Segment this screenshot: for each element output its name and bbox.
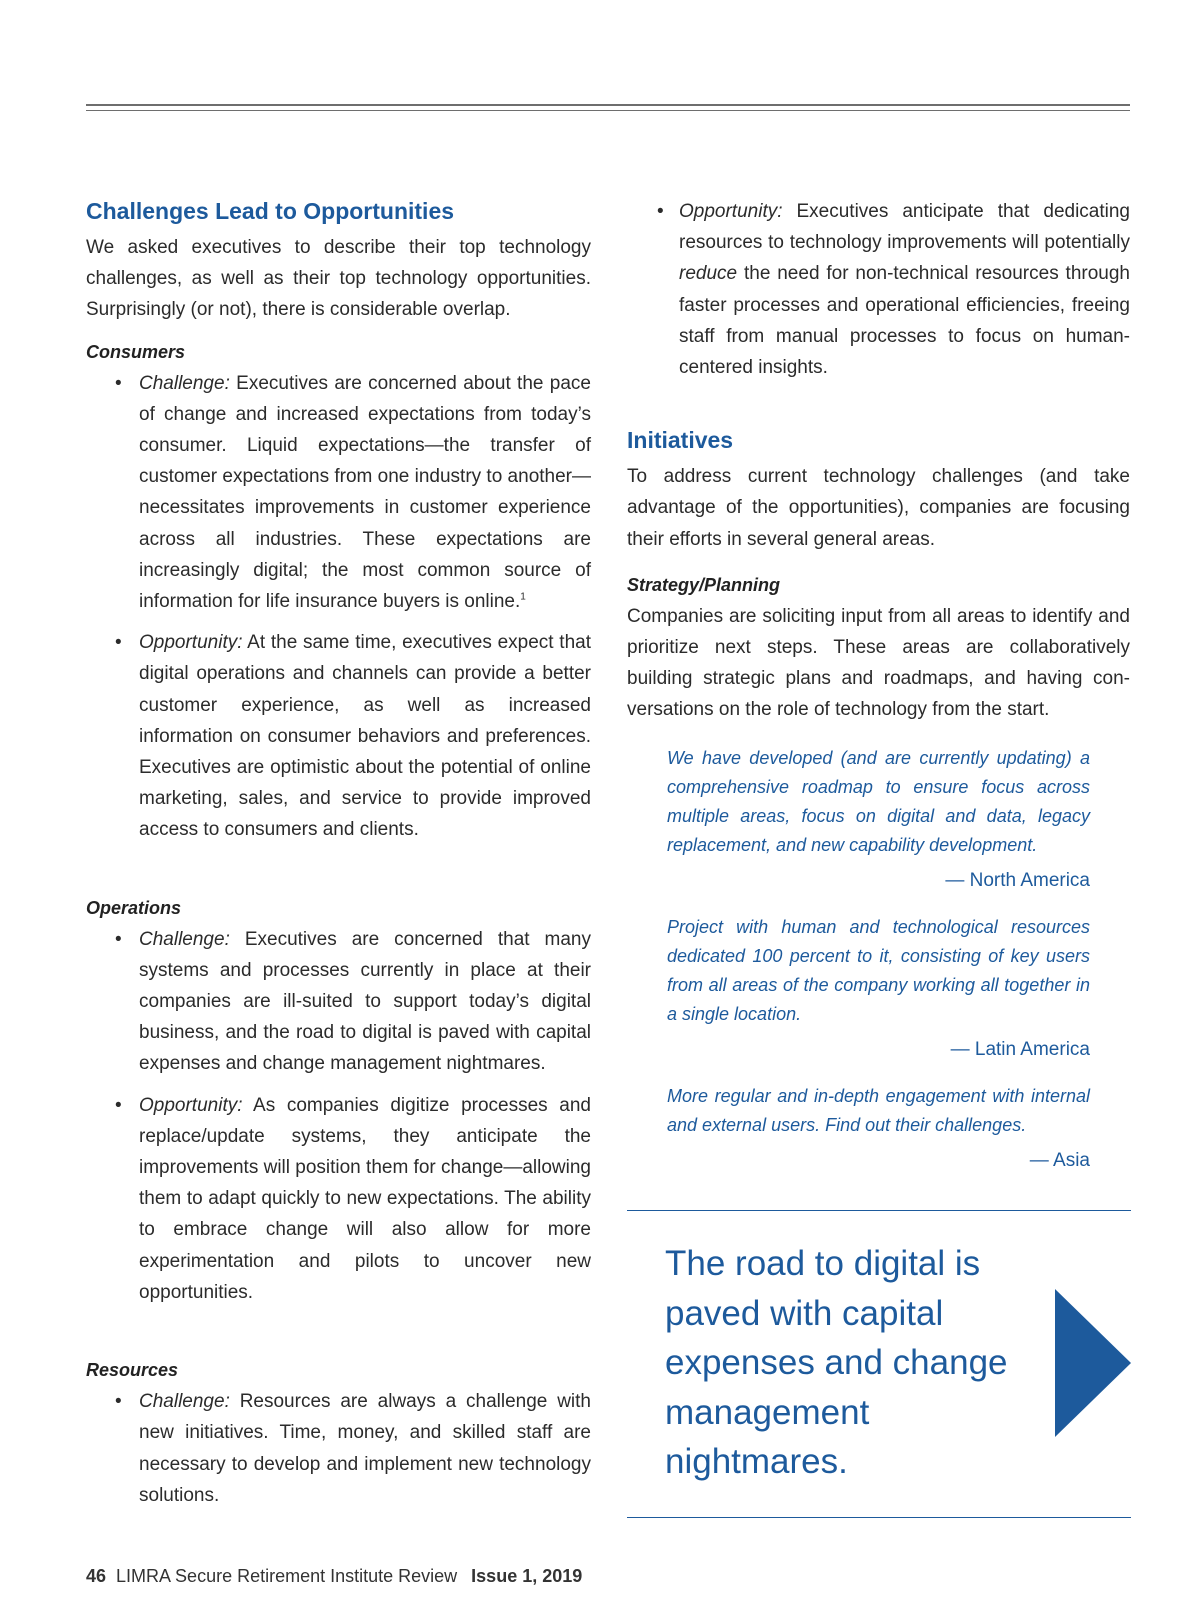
initiatives-intro: To address current technology challenges (and take advantage of the opportunities), companies are focusing their efforts in several general areas.: [627, 466, 1130, 550]
page-number: 46: [86, 1566, 107, 1586]
list-item: [86, 627, 591, 845]
bullet-icon: •: [115, 372, 122, 394]
item-term: Opportunity:: [139, 632, 243, 654]
initiatives-heading: Initiatives: [627, 427, 734, 454]
subhead-resources: Resources: [86, 1360, 179, 1381]
bullet-icon: •: [657, 201, 664, 222]
item-text: the need for non-technical resources through faster processes and operational efficiencies, freeing staff from manual processes to focus on human-centered insights.: [679, 263, 1130, 379]
item-emphasis: reduce: [679, 263, 738, 285]
quote-text: More regular and in-depth engagement with internal and external users. Find out their challenges.: [667, 1085, 1090, 1135]
list-item: [86, 924, 591, 1080]
publication-name: LIMRA Secure Retirement Institute Review: [116, 1566, 458, 1586]
list-item: [86, 1386, 591, 1511]
header-rule-thin: [86, 110, 1130, 111]
header-rule: [86, 104, 1130, 106]
item-term: Opportunity:: [139, 1094, 243, 1116]
issue-label: Issue 1, 2019: [471, 1566, 583, 1586]
bullet-icon: •: [115, 928, 122, 950]
item-text: Executives are concerned that many systems and processes currently in place at their companies are ill-suited to support today’s digital business, and the road to digital is paved with capital expenses and change management nightmares.: [139, 928, 591, 1075]
item-text: As companies digitize processes and replace/update systems, they anticipate the improvements will position them for change—allowing them to adapt quickly to new expectations. The ability to embrace change will also allow for more experimentation and pilots to uncover new opportunities.: [139, 1094, 591, 1303]
item-term: Challenge:: [139, 1391, 230, 1413]
bullet-icon: •: [115, 1391, 122, 1413]
item-term: Opportunity:: [679, 201, 783, 222]
item-text: Executives are concerned about the pace of change and increased expectations from today’s consumer. Liquid expectations—the transfer of customer expectations from one industry to another—necessitates improvements in customer experience across all industries. These expectations are increasingly digital; the most common source of information for life insurance buyers is online.: [139, 372, 592, 613]
quote-text: We have developed (and are currently updating) a comprehensive roadmap to ensure focus across multiple areas, focus on digital and data, legacy replacement, and new capability development.: [667, 747, 1090, 855]
bullet-icon: •: [115, 632, 122, 654]
resources-list: [86, 1386, 591, 1511]
quote-block: [667, 913, 1090, 1064]
item-term: Challenge:: [139, 372, 230, 394]
consumers-list: [86, 368, 591, 846]
item-term: Challenge:: [139, 928, 230, 950]
list-item: [86, 1090, 591, 1308]
quote-attribution: — Asia: [1029, 1149, 1090, 1171]
bullet-icon: •: [115, 1094, 122, 1116]
quote-block: [667, 1082, 1090, 1175]
subhead-strategy: Strategy/Planning: [627, 574, 781, 595]
pull-quote-text: The road to digital is paved with capital expenses and change management nightmares.: [665, 1244, 1008, 1481]
list-item: [86, 368, 591, 618]
page-footer: [86, 1566, 582, 1587]
footnote-marker: 1: [520, 591, 526, 603]
triangle-right-icon: [1055, 1289, 1131, 1437]
item-text: At the same time, executives expect that digital operations and channels can provide a better customer experience, as well as increased information on consumer behaviors and preferences. Executives are optimistic about the potential of online marketing, sales, and service to provide improved access to consumers and clients.: [139, 632, 591, 841]
right-column: [627, 196, 1130, 1175]
subhead-consumers: Consumers: [86, 341, 186, 362]
subhead-operations: Operations: [86, 897, 182, 918]
resources-opportunity-list: [627, 196, 1130, 383]
quote-attribution: — North America: [945, 869, 1090, 891]
strategy-paragraph: Companies are soliciting input from all areas to identify and prioritize next steps. These areas are collaboratively building strategic plans and roadmaps, and having conversations on the role of technology from the start.: [627, 605, 1130, 721]
left-column: [86, 196, 591, 1521]
quote-text: Project with human and technological resources dedicated 100 percent to it, consisting of key users from all areas of the company working all together in a single location.: [667, 916, 1090, 1024]
section-heading: Challenges Lead to Opportunities: [86, 198, 455, 224]
quote-attribution: — Latin America: [950, 1038, 1090, 1060]
item-text: Executives anticipate that dedicating resources to technology improvements will potentially: [679, 201, 1130, 254]
list-item: [627, 196, 1130, 383]
intro-paragraph: We asked executives to describe their top technology challenges, as well as their top technology opportunities. Surprisingly (or not), there is considerable overlap.: [86, 237, 591, 321]
quote-block: [667, 744, 1090, 895]
pull-quote-callout: [627, 1210, 1131, 1518]
operations-list: [86, 924, 591, 1308]
item-text: Resources are always a challenge with new initiatives. Time, money, and skilled staff are necessary to develop and implement new technology solutions.: [139, 1391, 591, 1506]
